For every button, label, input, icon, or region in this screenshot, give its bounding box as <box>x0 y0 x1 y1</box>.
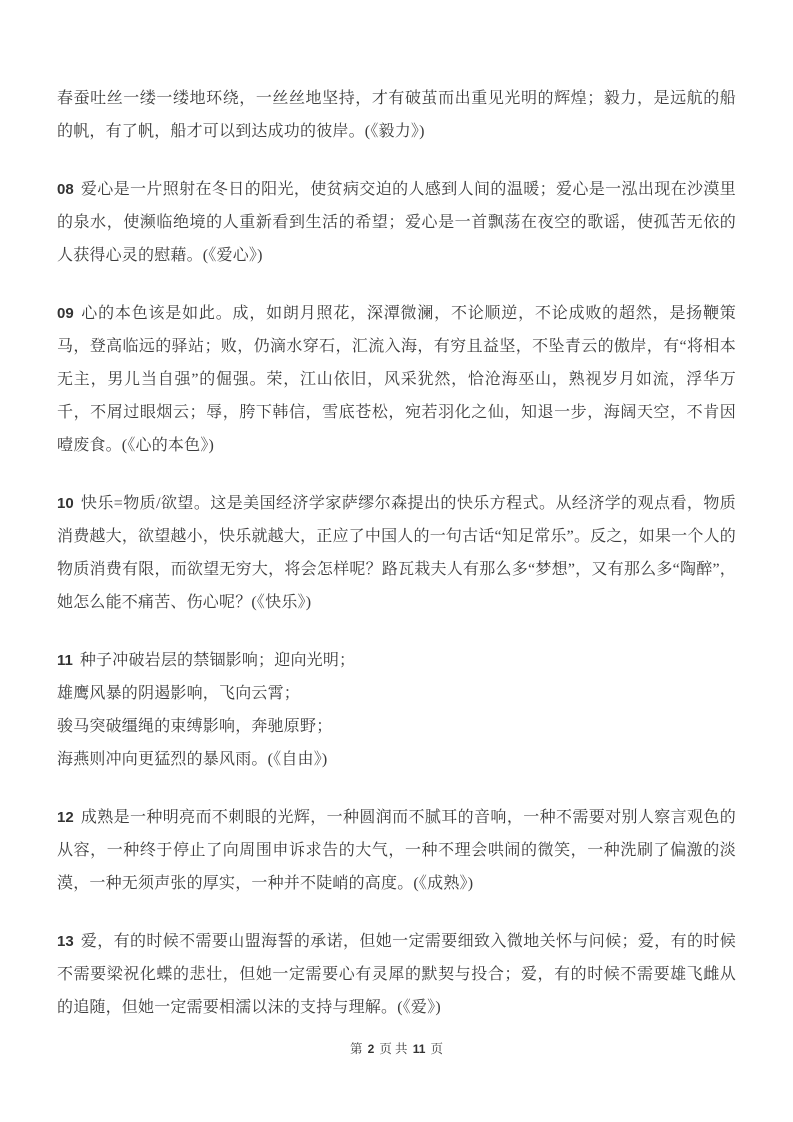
paragraph-continuation <box>57 82 736 148</box>
paragraph-12 <box>57 801 736 900</box>
paragraph-text: 海燕则冲向更猛烈的暴风雨。(《自由》) <box>57 751 328 768</box>
footer-page-number: 11 <box>412 1042 426 1056</box>
footer-text: 页 <box>427 1042 444 1056</box>
paragraph-number: 08 <box>57 181 74 198</box>
paragraph-text: 种子冲破岩层的禁锢影响；迎向光明； <box>79 652 356 669</box>
paragraph-text: 心的本色该是如此。成，如朗月照花，深潭微澜，不论顺逆，不论成败的超然，是扬鞭策马，登高临远的驿站；败，仍滴水穿石，汇流入海，有穷且益坚，不坠青云的傲岸，有“将相本无主，男儿当自强”的倔强。荣，江山依旧，风采犹然，恰沧海巫山，熟视岁月如流，浮华万千，不屑过眼烟云；辱，胯下韩信，雪底苍松，宛若羽化之仙，知退一步，海阔天空，不肯因噎废食。(《心的本色》) <box>57 305 736 454</box>
paragraph-number: 10 <box>57 495 74 512</box>
footer-text: 页 共 <box>376 1042 411 1056</box>
paragraph-13 <box>57 925 736 1024</box>
paragraph-09 <box>57 297 736 462</box>
paragraph-text: 春蚕吐丝一缕一缕地环绕，一丝丝地坚持，才有破茧而出重见光明的辉煌；毅力，是远航的船的帆，有了帆，船才可以到达成功的彼岸。(《毅力》) <box>57 90 736 140</box>
paragraph-text: 快乐=物质/欲望。这是美国经济学家萨缪尔森提出的快乐方程式。从经济学的观点看，物质消费越大，欲望越小，快乐就越大，正应了中国人的一句古话“知足常乐”。反之，如果一个人的物质消费有限，而欲望无穷大，将会怎样呢？路瓦栽夫人有那么多“梦想”，又有那么多“陶醉”，她怎么能不痛苦、伤心呢？(《快乐》) <box>57 495 736 611</box>
paragraph-text: 雄鹰风暴的阴遏影响，飞向云霄； <box>57 685 301 702</box>
paragraph-number: 11 <box>57 652 73 669</box>
footer-page-number: 2 <box>367 1042 375 1056</box>
paragraph-10 <box>57 487 736 619</box>
paragraph-number: 13 <box>57 933 74 950</box>
footer-text: 第 <box>349 1042 366 1056</box>
page-footer <box>0 1039 793 1059</box>
paragraph-text: 爱心是一片照射在冬日的阳光，使贫病交迫的人感到人间的温暖；爱心是一泓出现在沙漠里的泉水，使濒临绝境的人重新看到生活的希望；爱心是一首飘荡在夜空的歌谣，使孤苦无依的人获得心灵的慰藉。(《爱心》) <box>57 181 736 264</box>
paragraph-text: 成熟是一种明亮而不刺眼的光辉，一种圆润而不腻耳的音响，一种不需要对别人察言观色的从容，一种终于停止了向周围申诉求告的大气，一种不理会哄闹的微笑，一种洗刷了偏激的淡漠，一种无须声张的厚实，一种并不陡峭的高度。(《成熟》) <box>57 809 736 892</box>
paragraph-text: 骏马突破缰绳的束缚影响，奔驰原野； <box>57 718 333 735</box>
paragraph-number: 09 <box>57 305 74 322</box>
paragraph-number: 12 <box>57 809 74 826</box>
paragraph-11 <box>57 644 736 776</box>
document-body <box>57 82 736 1024</box>
paragraph-text: 爱，有的时候不需要山盟海誓的承诺，但她一定需要细致入微地关怀与问候；爱，有的时候不需要梁祝化蝶的悲壮，但她一定需要心有灵犀的默契与投合；爱，有的时候不需要雄飞雌从的追随，但她一定需要相濡以沫的支持与理解。(《爱》) <box>57 933 736 1016</box>
paragraph-08 <box>57 173 736 272</box>
